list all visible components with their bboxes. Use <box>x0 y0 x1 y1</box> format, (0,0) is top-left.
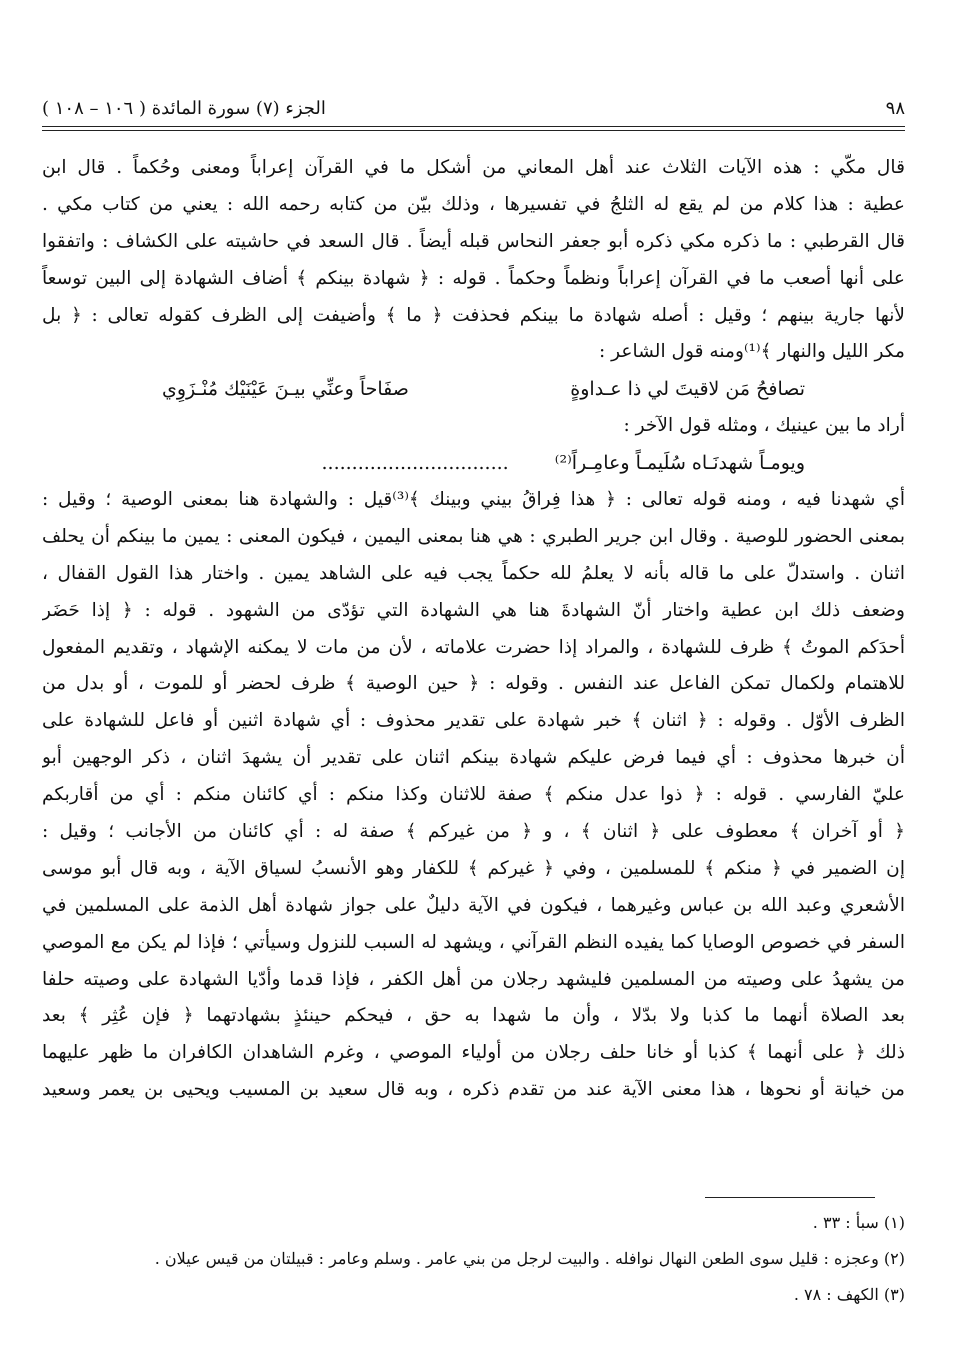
running-header <box>42 90 905 126</box>
poetry-verse-1 <box>42 371 905 408</box>
text-line: لأنها جارية بينهم ؛ وقيل : أصله شهادة ما بينكم فحذفت ﴿ ما ﴾ وأضيفت إلى الظرف كقوله تعالى : ﴿ بل <box>42 304 905 326</box>
text-line: قال مكّي : هذه الآيات الثلاث عند أهل المعاني من أشكل ما في القرآن إعراباً ومعنى وحُكماً . قال ابن <box>42 157 905 178</box>
verse-hemistich-2: صفَاحاً وعنِّي بيـنَ عَيْنَيْك مُنْـزَوِي <box>162 378 409 401</box>
header-rule-bottom <box>42 130 905 131</box>
footnote-separator <box>705 1197 875 1198</box>
text-line: بعد الصلاة أنهما ما كذبا ولا بدّلا ، وأن ما شهدا به حق ، فيحكم حينئذٍ بشهادتهما ﴿ فإن عُثِر ﴾ بعد <box>42 1005 905 1027</box>
text-line: وضعف ذلك ابن عطية واختار أنّ الشهادةَ هنا هي الشهادة التي تؤدّى من الشهود . قوله : ﴿ إذا حَضَر <box>42 599 905 621</box>
verse-ellipsis: ............................... <box>321 452 509 475</box>
text-line: ﴿ أو آخران ﴾ معطوف على ﴿ اثنان ﴾ ، و ﴿ من غيركم ﴾ صفة له : أي كائنان من الأجانب ؛ وقيل : <box>42 821 905 843</box>
text-line: بمعنى الحضور للوصية . وقال ابن جرير الطبري : هي هنا بمعنى اليمين ، فيكون المعنى : يمين ما بينكم أن يحلف <box>42 525 905 547</box>
page-number: ٩٨ <box>885 97 905 119</box>
footnote: (٢) وعجزه : قليل سوى الطعن النهال نوافله . والبيت لرجل من بني عامر . وسلم وعامر : قبيلتان من قيس عيلان . <box>154 1249 905 1268</box>
text-line: إن الضمير في ﴿ منكم ﴾ للمسلمين ، وفي ﴿ غيركم ﴾ للكفار وهو الأنسبُ لسياق الآية ، وبه قال أبو موسى <box>42 857 905 879</box>
text-line: أي شهدنا فيه ، ومنه قوله تعالى : ﴿ هذا فِراقُ بيني وبينك ﴾⁽³⁾قيل : والشهادة هنا بمعنى الوصية ؛ وقيل : <box>42 489 905 511</box>
text-line: اثنان . واستدلّ على ما قاله بأنه لا يعلمُ لله حكماً يجب فيه على الشاهد يمين . واختار هذا القول القفال ، <box>42 562 905 584</box>
footnote: (١) سبأ : ٣٣ . <box>812 1213 905 1232</box>
text-line: مكر الليل والنهار ﴾⁽¹⁾ومنه قول الشاعر : <box>599 341 905 363</box>
text-line: الأشعري وعبد الله بن عباس وغيرهما ، فيكون في الآية دليلٌ على جواز شهادة أهل الذمة على المسلمين في <box>42 894 905 916</box>
verse-hemistich: ويومـاً شهدنَـاه سُلَيمـاً وعامِـراً⁽²⁾ <box>554 452 805 475</box>
text-line: على أنها أصعب ما في القرآن إعراباً ونظماً وحكماً . قوله : ﴿ شهادة بينكم ﴾ أضاف الشهادة إلى البين توسعاً <box>42 267 905 289</box>
text-line: أحدَكم الموتُ ﴾ ظرف للشهادة ، والمراد إذا حضرت علاماته ، لأن من مات لا يمكنه الإشهاد ، وتقديم المفعول <box>42 636 905 658</box>
text-line: أراد ما بين عينيك ، ومثله قول الآخر : <box>623 415 905 437</box>
text-line: ذلك ﴿ على أنهما ﴾ كذبا أو خانا حلف رجلان من أولياء الموصي ، وغرم الشاهدان الكافران ما ظهر عليهما <box>42 1042 905 1064</box>
footnotes <box>42 1205 905 1313</box>
text-line: عليّ الفارسي . قوله : ﴿ ذوا عدل منكم ﴾ صفة للاثنان وكذا منكم : أي كائنان منكم : أي من أقاربكم <box>42 784 905 806</box>
text-line: عطية : هذا كلام من لم يقع له الثلجُ في تفسيرها ، وذلك بيّن من كتابه رحمه الله : يعني من كتاب مكي . <box>42 193 905 215</box>
text-line: من يشهدُ على وصيته من المسلمين فليشهد رجلان من أهل الكفر ، فإذا قدما وأدّيا الشهادة على وصيته حلفا <box>42 968 905 990</box>
verse-hemistich-1: تصافحُ مَن لاقيتَ لي ذا عـداوةٍ <box>570 378 805 401</box>
main-text <box>42 150 905 1109</box>
text-line: الظرف الأوّل . وقوله : ﴿ اثنان ﴾ خبر شهادة على تقدير محذوف : أي شهادة اثنين أو فاعل للشهادة على <box>42 710 905 732</box>
header-title: الجزء (٧) سورة المائدة ( ١٠٦ – ١٠٨ ) <box>42 97 326 119</box>
header-rule-top <box>42 126 905 127</box>
poetry-verse-2 <box>42 445 905 482</box>
footnote: (٣) الكهف : ٧٨ . <box>793 1285 905 1304</box>
text-line: قال القرطبي : ما ذكره مكي ذكره أبو جعفر النحاس قبله أيضاً . قال السعد في حاشيته على الكشاف : واتفقوا <box>42 230 905 252</box>
text-line: من خيانة أو نحوها ، هذا معنى الآية عند من تقدم ذكره ، وبه قال سعيد بن المسيب ويحيى بن يعمر وسعيد <box>42 1079 905 1101</box>
text-line: السفر في خصوص الوصايا كما يفيده النظم القرآني ، ويشهد له السبب للنزول وسيأتي ؛ فإذا لم يكن مع الموصي <box>42 931 905 953</box>
text-line: للاهتمام ولكمال تمكن الفاعل عند النفس . وقوله : ﴿ حين الوصية ﴾ ظرف لحضر أو للموت ، أو بدل من <box>42 673 905 695</box>
text-line: أن خبرها محذوف : أي فيما فرض عليكم شهادة بينكم اثنان على تقدير أن يشهدَ اثنان ، ذكر الوجهين أبو <box>42 747 905 769</box>
